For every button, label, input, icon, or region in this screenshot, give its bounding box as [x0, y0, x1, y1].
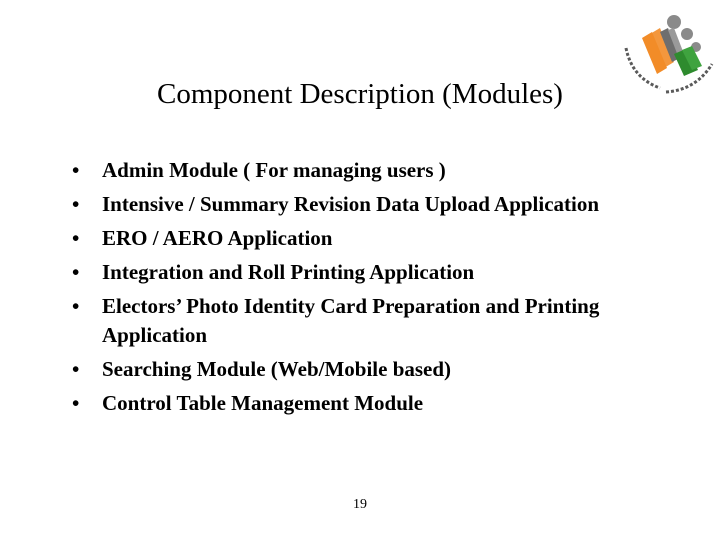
list-item-text: Control Table Management Module [102, 391, 424, 415]
list-item-text: Admin Module ( For managing users ) [102, 158, 446, 182]
bullet-icon: • [72, 391, 80, 415]
list-item [72, 355, 632, 384]
slide-title: Component Description (Modules) [157, 78, 563, 110]
bullet-icon: • [72, 260, 80, 284]
list-item-text: Searching Module (Web/Mobile based) [102, 357, 452, 381]
list-item-text: ERO / AERO Application [102, 226, 333, 250]
bullet-list [72, 156, 632, 423]
list-item [72, 292, 632, 350]
bullet-icon: • [72, 158, 80, 182]
list-item-text: Intensive / Summary Revision Data Upload Application [102, 192, 600, 216]
bullet-icon: • [72, 226, 80, 250]
bullet-icon: • [72, 192, 80, 216]
list-item [72, 190, 632, 219]
election-commission-logo-icon [612, 8, 718, 104]
list-item-text: Integration and Roll Printing Application [102, 260, 475, 284]
list-item [72, 258, 632, 287]
page-number: 19 [353, 497, 367, 512]
list-item [72, 389, 632, 418]
bullet-icon: • [72, 294, 80, 318]
list-item [72, 156, 632, 185]
list-item [72, 224, 632, 253]
list-item-text: Electors’ Photo Identity Card Preparation and Printing Application [102, 294, 600, 347]
bullet-icon: • [72, 357, 80, 381]
